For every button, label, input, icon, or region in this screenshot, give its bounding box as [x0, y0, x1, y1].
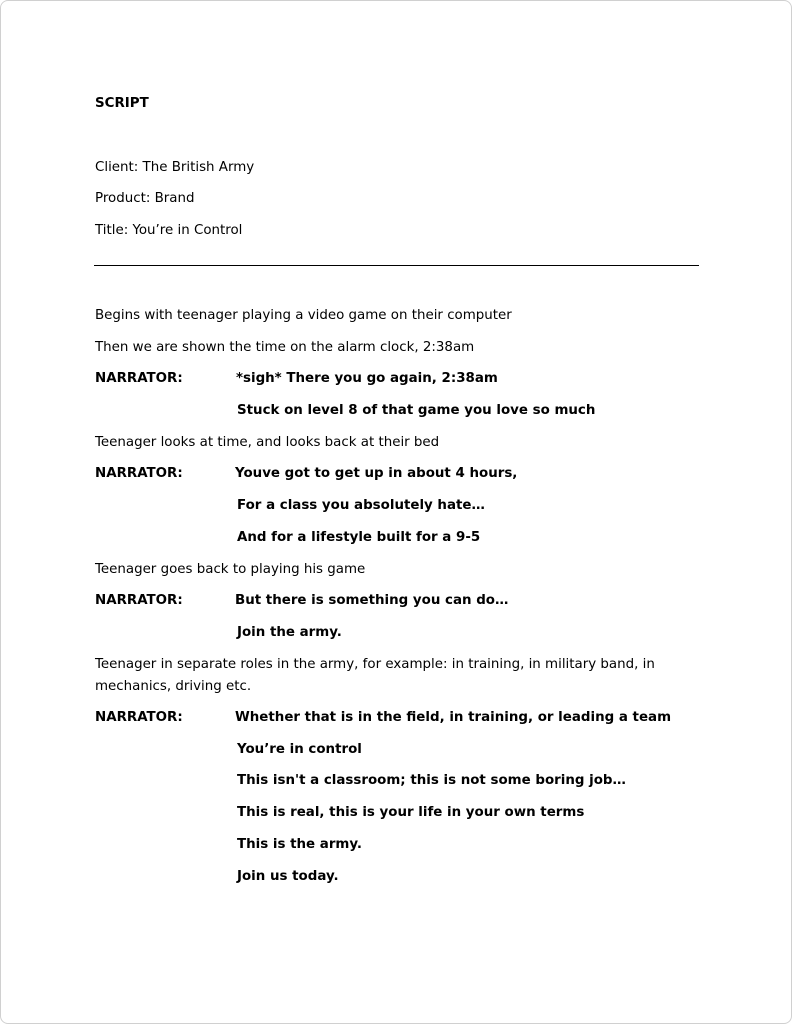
stage-direction: Begins with teenager playing a video game on their computer: [95, 308, 512, 323]
speaker-label: NARRATOR:: [95, 710, 183, 725]
speaker-label: NARRATOR:: [95, 371, 183, 386]
title-line: Title: You’re in Control: [95, 223, 243, 238]
dialogue-line: And for a lifestyle built for a 9-5: [237, 530, 481, 545]
client-line: Client: The British Army: [95, 160, 255, 175]
dialogue-line: For a class you absolutely hate…: [237, 498, 485, 513]
dialogue-line: Stuck on level 8 of that game you love so much: [237, 403, 596, 418]
speaker-label: NARRATOR:: [95, 593, 183, 608]
document-heading: SCRIPT: [95, 96, 149, 111]
dialogue-line: Join us today.: [237, 869, 339, 884]
dialogue-line: Youve got to get up in about 4 hours,: [235, 466, 518, 481]
dialogue-line: This isn't a classroom; this is not some boring job…: [237, 773, 626, 788]
dialogue-line: Join the army.: [237, 625, 342, 640]
dialogue-line: This is the army.: [237, 837, 362, 852]
stage-direction: Teenager in separate roles in the army, for example: in training, in military band, in mechanics, driving etc.: [95, 657, 655, 694]
speaker-label: NARRATOR:: [95, 466, 183, 481]
stage-direction: Then we are shown the time on the alarm clock, 2:38am: [95, 340, 475, 355]
dialogue-line: But there is something you can do…: [235, 593, 509, 608]
dialogue-line: You’re in control: [237, 742, 362, 757]
product-line: Product: Brand: [95, 191, 195, 206]
horizontal-rule: [94, 265, 699, 266]
dialogue-line: *sigh* There you go again, 2:38am: [236, 371, 498, 386]
dialogue-line: This is real, this is your life in your own terms: [237, 805, 585, 820]
stage-direction: Teenager looks at time, and looks back at their bed: [95, 435, 440, 450]
dialogue-line: Whether that is in the field, in training, or leading a team: [235, 710, 672, 725]
stage-direction: Teenager goes back to playing his game: [95, 562, 366, 577]
